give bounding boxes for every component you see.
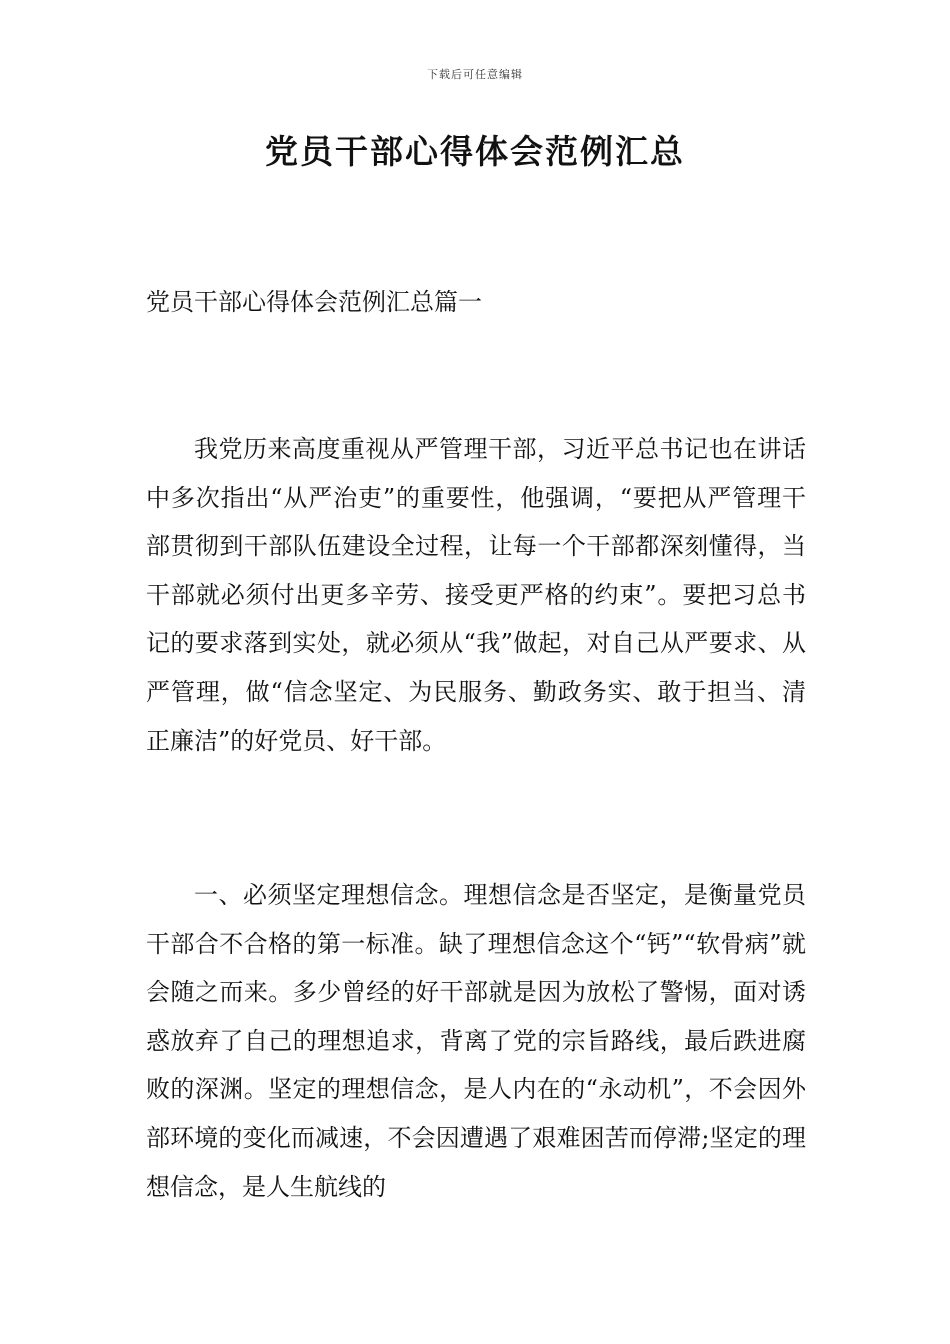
body-paragraph-1: 我党历来高度重视从严管理干部，习近平总书记也在讲话中多次指出“从严治吏”的重要性，他强调，“要把从严管理干部贯彻到干部队伍建设全过程，让每一个干部都深刻懂得，当干部就必须付出更多辛劳、接受更严格的约束”。要把习总书记的要求落到实处，就必须从“我”做起，对自己从严要求、从严管理，做“信念坚定、为民服务、勤政务实、敢于担当、清正廉洁”的好党员、好干部。 xyxy=(146,435,806,755)
document-title: 党员干部心得体会范例汇总 xyxy=(265,132,685,171)
header-note: 下载后可任意编辑 xyxy=(427,68,523,81)
section-heading: 党员干部心得体会范例汇总篇一 xyxy=(146,288,482,316)
body-paragraph-2: 一、必须坚定理想信念。理想信念是否坚定，是衡量党员干部合不合格的第一标准。缺了理想信念这个“钙”“软骨病”就会随之而来。多少曾经的好干部就是因为放松了警惕，面对诱惑放弃了自己的理想追求，背离了党的宗旨路线，最后跌进腐败的深渊。坚定的理想信念，是人内在的“永动机”，不会因外部环境的变化而减速，不会因遭遇了艰难困苦而停滞;坚定的理想信念，是人生航线的 xyxy=(146,881,806,1201)
